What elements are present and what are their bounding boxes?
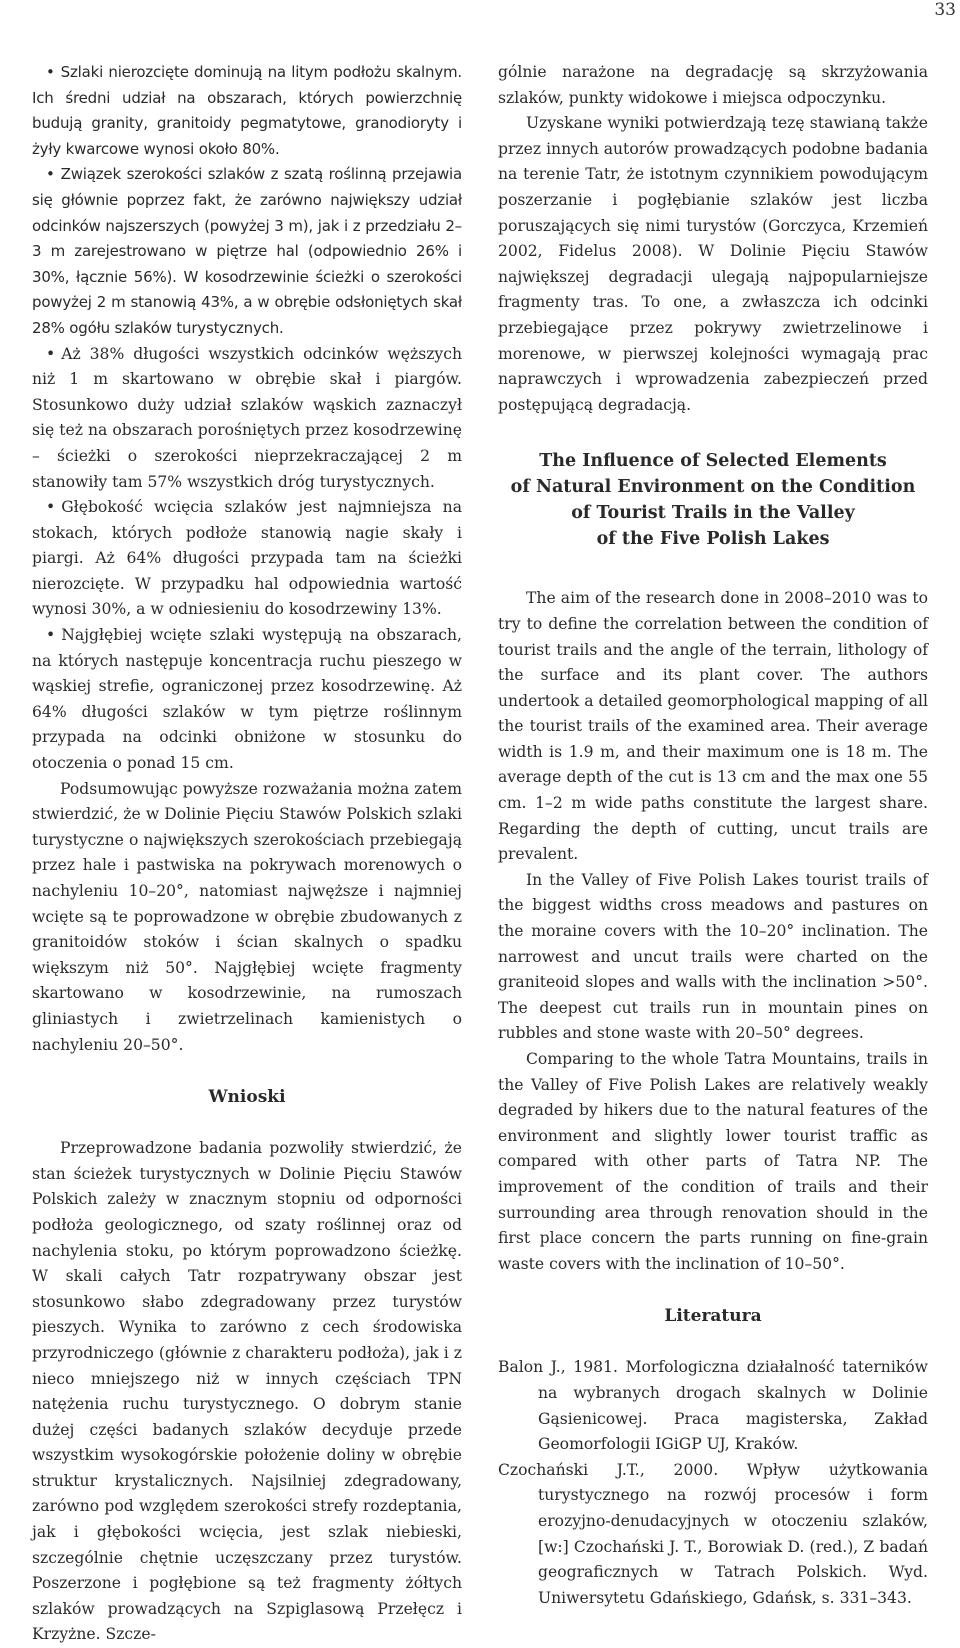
english-title [498,448,928,552]
bullet-paragraph: • Szlaki nierozcięte dominują na litym podłożu skalnym. Ich średni udział na obszarach, których powierzchnię budują granity, granitoidy pegmatytowe, granodioryty i żyły kwarcowe wynosi około 80%. [32,60,462,162]
english-title-line: of Natural Environment on the Condition [510,477,916,498]
abstract-paragraph: Comparing to the whole Tatra Mountains, trails in the Valley of Five Polish Lakes are relatively weakly degraded by hikers due to the natural features of the environment and slightly lower tourist traffic as compared with other parts of Tatra NP. The improvement of the condition of trails and their surrounding area through renovation should in the first place concern the parts running on fine-grain waste covers with the inclination of 10–50°. [498,1050,928,1273]
conclusions-paragraph: Przeprowadzone badania pozwoliły stwierdzić, że stan ścieżek turystycznych w Dolinie Pięciu Stawów Polskich zależy w znacznym stopniu od odporności podłoża geologicznego, od szaty roślinnej oraz od nachylenia stoku, po którym poprowadzono ścieżkę. W skali całych Tatr rozpatrywany obszar jest stosunkowo słabo zdegradowany przez turystów pieszych. Wynika to zarówno z cech środowiska przyrodniczego (głównie z charakteru podłoża), jak i z nieco mniejszego niż w innych częściach TPN natężenia ruchu turystycznego. O dobrym stanie dużej części badanych szlaków decyduje przede wszystkim wysokogórskie położenie doliny w obrębie struktur krystalicznych. Najsilniej zdegradowany, zarówno pod względem szerokości strefy rozdeptania, jak i głębokości wcięcia, jest szlak niebieski, szczególnie chętnie uczęszczany przez turystów. Poszerzone i pogłębione są też fragmenty żółtych szlaków prowadzących na Szpiglasową Przełęcz i Krzyżne. Szcze- [32,1139,462,1644]
english-title-line: of the Five Polish Lakes [596,529,830,550]
reference-entry: Czochański J.T., 2000. Wpływ użytkowania turystycznego na rozwój procesów i form erozyjno-denudacyjnych w otoczeniu szlaków, [w:] Czochański J. T., Borowiak D. (red.), Z badań geograficznych w Tatrach Polskich. Wyd. Uniwersytetu Gdańskiego, Gdańsk, s. 331–343. [498,1460,928,1607]
continuation-paragraph: gólnie narażone na degradację są skrzyżowania szlaków, punkty widokowe i miejsca odpoczynku. [498,63,928,107]
bullet-paragraph: • Głębokość wcięcia szlaków jest najmniejsza na stokach, których podłoże stanowią nagie skały i piargi. Aż 64% długości przypada tam na ścieżki nierozcięte. W przypadku hal odpowiednia wartość wynosi 30%, a w odniesieniu do kosodrzewiny 13%. [32,495,462,623]
body-paragraph: Uzyskane wyniki potwierdzają tezę stawianą także przez innych autorów prowadzących podobne badania na terenie Tatr, że istotnym czynnikiem powodującym poszerzanie i pogłębianie szlaków jest liczba poruszających się nimi turystów (Gorczyca, Krzemień 2002, Fidelus 2008). W Dolinie Pięciu Stawów największej degradacji ulegają najpopularniejsze fragmenty tras. To one, a zwłaszcza ich odcinki przebiegające przez pokrywy zwietrzelinowe i morenowe, w pierwszej kolejności wymagają prac naprawczych i wprowadzenia zabezpieczeń przed postępującą degradacją. [498,114,928,414]
left-column [32,60,462,1648]
page-number: 33 [934,0,956,20]
reference-entry: Balon J., 1981. Morfologiczna działalność taterników na wybranych drogach skalnych w Dolinie Gąsienicowej. Praca magisterska, Zakład Geomorfologii IGiGP UJ, Kraków. [498,1358,928,1454]
conclusions-heading: Wnioski [208,1087,286,1108]
bullet-paragraph: • Związek szerokości szlaków z szatą roślinną przejawia się głównie poprzez fakt, że zarówno największy udział odcinków najszerszych (powyżej 3 m), jak i z przedziału 2–3 m zarejestrowano w piętrze hal (odpowiednio 26% i 30%, łącznie 56%). W kosodrzewinie ścieżki o szerokości powyżej 2 m stanowią 43%, a w obrębie odsłoniętych skał 28% ogółu szlaków turystycznych. [32,162,462,341]
bullet-paragraph: • Najgłębiej wcięte szlaki występują na obszarach, na których następuje koncentracja ruchu pieszego w wąskiej strefie, ograniczonej przez kosodrzewinę. Aż 64% długości szlaków w tym piętrze roślinnym przypada na odcinki obniżone w stosunku do otoczenia o ponad 15 cm. [32,623,462,777]
english-title-line: The Influence of Selected Elements [539,451,887,472]
summary-paragraph: Podsumowując powyższe rozważania można zatem stwierdzić, że w Dolinie Pięciu Stawów Polskich szlaki turystyczne o największych szerokościach przebiegają przez hale i pastwiska na pokrywach morenowych o nachyleniu 10–20°, natomiast najwęższe i najmniej wcięte są te poprowadzone w obrębie zbudowanych z granitoidów stoków i ścian skalnych o spadku większym niż 50°. Najgłębiej wcięte fragmenty skartowano w kosodrzewinie, na rumoszach gliniastych i zwietrzelinach kamienistych o nachyleniu 20–50°. [32,779,462,1054]
references-heading: Literatura [664,1306,762,1327]
right-column [498,60,928,1611]
abstract-paragraph: The aim of the research done in 2008–2010 was to try to define the correlation between the condition of tourist trails and the angle of the terrain, lithology of the surface and its plant cover. The authors undertook a detailed geomorphological mapping of all the tourist trails of the examined area. Their average width is 1.9 m, and their maximum one is 18 m. The average depth of the cut is 13 cm and the max one 55 cm. 1–2 m wide paths constitute the largest share. Regarding the depth of cutting, uncut trails are prevalent. [498,589,928,864]
abstract-paragraph: In the Valley of Five Polish Lakes tourist trails of the biggest widths cross meadows and pastures on the moraine covers with the 10–20° inclination. The narrowest and uncut trails were charted on the graniteoid slopes and walls with the inclination >50°. The deepest cut trails run in mountain pines on rubbles and stone waste with 20–50° degrees. [498,870,928,1043]
english-title-line: of Tourist Trails in the Valley [571,503,855,524]
bullet-paragraph: • Aż 38% długości wszystkich odcinków węższych niż 1 m skartowano w obrębie skał i piargów. Stosunkowo duży udział szlaków wąskich zaznaczył się też na obszarach porośniętych przez kosodrzewinę – ścieżki o szerokości nieprzekraczającej 2 m stanowiły tam 57% wszystkich dróg turystycznych. [32,342,462,496]
